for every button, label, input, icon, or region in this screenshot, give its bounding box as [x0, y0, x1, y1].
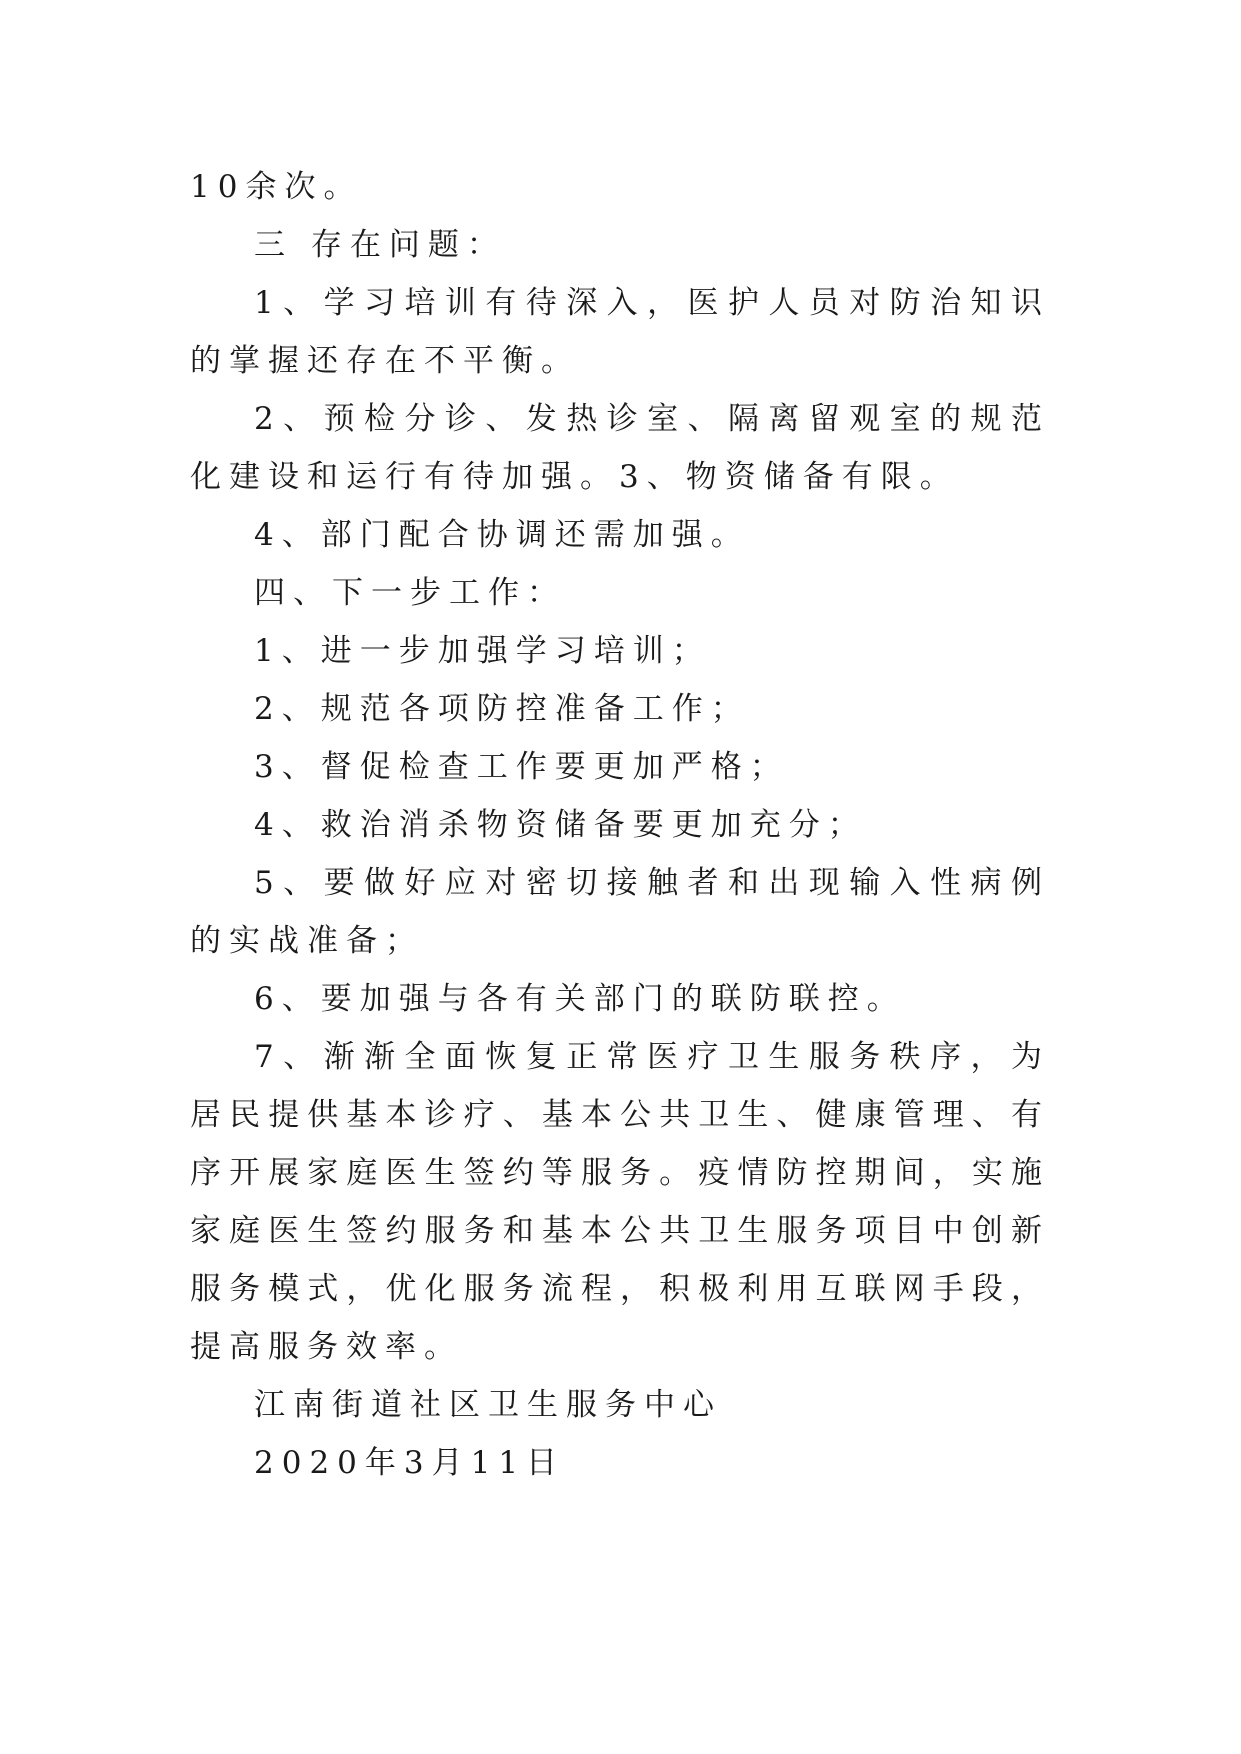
next-step-item-2: 2、规范各项防控准备工作；: [254, 691, 750, 727]
signature-organization: 江南街道社区卫生服务中心: [254, 1387, 722, 1423]
next-step-item-1: 1、进一步加强学习培训；: [254, 633, 711, 669]
problem-item-1: 1、学习培训有待深入，医护人员对防治知识的掌握还存在不平衡。: [190, 285, 1050, 379]
next-step-item-6: 6、要加强与各有关部门的联防联控。: [254, 981, 906, 1017]
next-step-item-5: 5、要做好应对密切接触者和出现输入性病例的实战准备；: [190, 865, 1050, 959]
section-heading-problems: 三 存在问题：: [254, 227, 506, 263]
signature-date: 2020年3月11日: [254, 1445, 566, 1481]
next-step-item-3: 3、督促检查工作要更加严格；: [254, 749, 789, 785]
next-step-item-4: 4、救治消杀物资储备要更加充分；: [254, 807, 867, 843]
problem-item-2-3: 2、预检分诊、发热诊室、隔离留观室的规范化建设和运行有待加强。3、物资储备有限。: [190, 401, 1050, 495]
next-step-item-7: 7、渐渐全面恢复正常医疗卫生服务秩序，为居民提供基本诊疗、基本公共卫生、健康管理、有序开展家庭医生签约等服务。疫情防控期间，实施家庭医生签约服务和基本公共卫生服务项目中创新服务模式，优化服务流程，积极利用互联网手段，提高服务效率。: [190, 1039, 1050, 1365]
section-heading-next-steps: 四、下一步工作：: [254, 575, 566, 611]
paragraph-continuation: 10余次。: [190, 169, 363, 205]
problem-item-4: 4、部门配合协调还需加强。: [254, 517, 750, 553]
document-body: [190, 158, 1050, 1492]
